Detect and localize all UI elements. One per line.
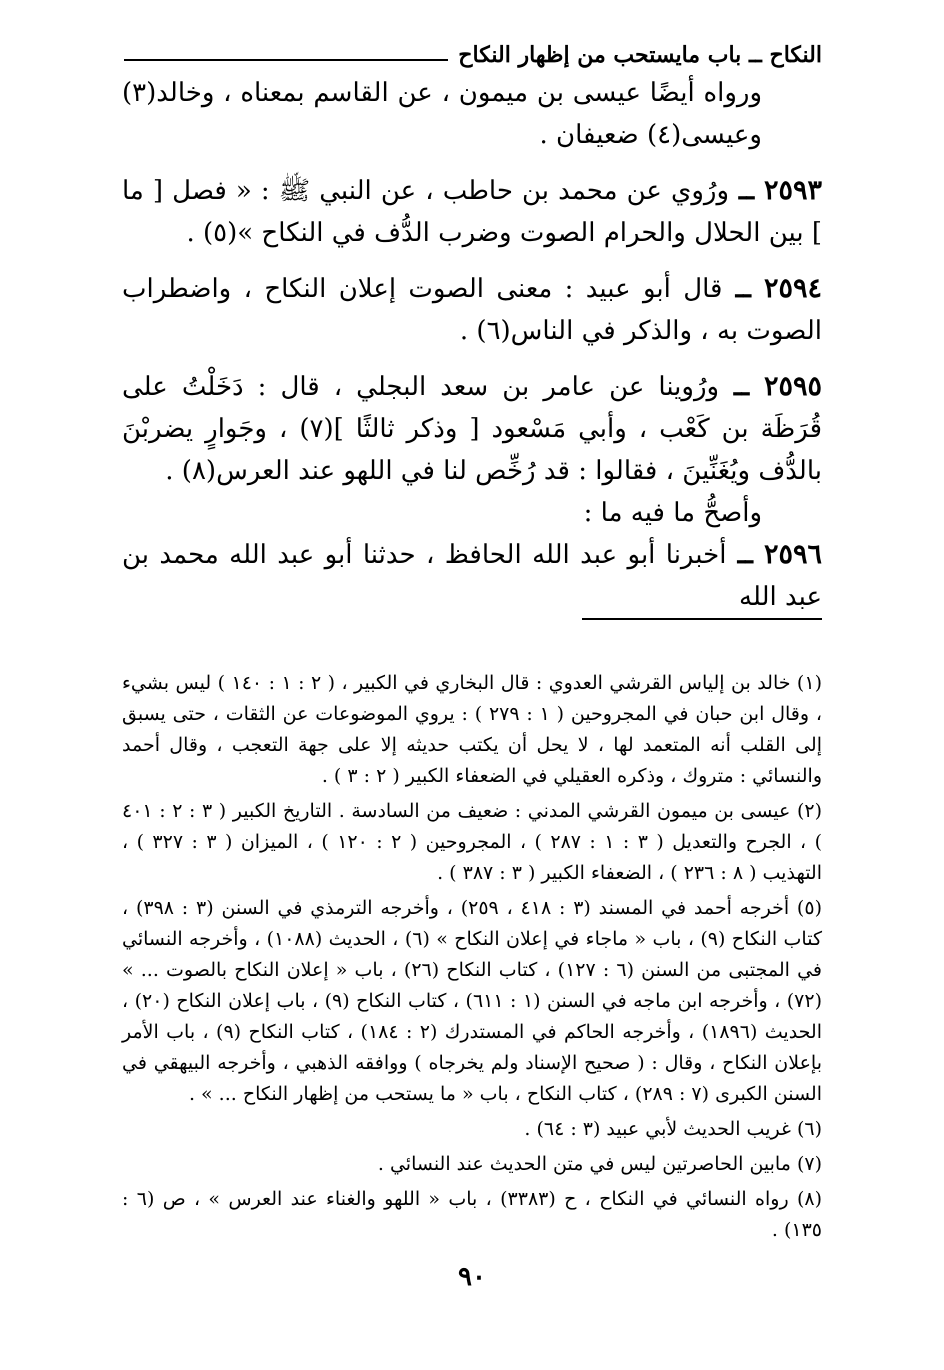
hadith-2594: ٢٥٩٤ ــ قال أبو عبيد : معنى الصوت إعلان النكاح ، واضطراب الصوت به ، والذكر في الناس(٦) . [122,273,822,346]
footnote-2: (٢) عيسى بن ميمون القرشي المدني : ضعيف من السادسة . التاريخ الكبير ( ٣ : ٢ : ٤٠١ ) ، الجرح والتعديل ( ٣ : ١ : ٢٨٧ ) ، المجروحين ( ٢ : ١٢٠ ) ، الميزان ( ٣ : ٣٢٧ ) ، التهذيب ( ٨ : ٢٣٦ ) ، الضعفاء الكبير ( ٣ : ٣٨٧ ) . [122,800,823,884]
header-title: النكاح ــ باب مايستحب من إظهار النكاح [458,42,822,68]
hadith-2595: ٢٥٩٥ ــ ورُوينا عن عامر بن سعد البجلي ، قال : دَخَلْتُ على قُرَظَة بن كَعْب ، وأبي مَسْعود [ وذكر ثالثًا ](٧) ، وجَوارٍ يضربْنَ بالدُّف ويُغَنِّينَ ، فقالوا : قد رُخِّص لنا في اللهو عند العرس(٨) . [122,371,823,486]
hadith-number: ٢٥٩٥ [763,371,822,402]
hadith-text: قال أبو عبيد : معنى الصوت إعلان النكاح ، واضطراب الصوت به ، والذكر في الناس(٦) . [122,274,822,346]
footnote-8: (٨) رواه النسائي في النكاح ، ح (٣٣٨٣) ، باب « اللهو والغناء عند العرس » ، ص (٦ : ١٣٥) . [122,1188,822,1241]
footnote-separator [582,618,822,620]
footnote-1: (١) خالد بن إلياس القرشي العدوي : قال البخاري في الكبير ، ( ٢ : ١ : ١٤٠ ) ليس بشيء ، وقال ابن حبان في المجروحين ( ١ : ٢٧٩ ) : يروي الموضوعات عن الثقات ، حتى يسبق إلى القلب أنه المتعمد لها ، لا يحل أن يكتب حديثه إلا على جهة التعجب ، وقال أحمد والنسائي : متروك ، وذكره العقيلي في الضعفاء الكبير ( ٢ : ٣ ) . [122,672,822,787]
running-header [124,38,822,72]
hadith-number: ٢٥٩٦ [763,539,822,570]
hadith-number: ٢٥٩٤ [763,273,822,304]
hadith-text: أخبرنا أبو عبد الله الحافظ ، حدثنا أبو عبد الله محمد بن عبد الله [122,540,822,612]
footnote-7: (٧) مابين الحاصرتين ليس في متن الحديث عند النسائي . [377,1153,822,1175]
main-text [122,72,822,618]
hadith-text: ورُوينا عن عامر بن سعد البجلي ، قال : دَخَلْتُ على قُرَظَة بن كَعْب ، وأبي مَسْعود [ وذكر ثالثًا ](٧) ، وجَوارٍ يضربْنَ بالدُّف ويُغَنِّينَ ، فقالوا : قد رُخِّص لنا في اللهو عند العرس(٨) . [122,372,823,486]
page-number: ٩٠ [458,1262,486,1292]
hadith-2596: ٢٥٩٦ ــ أخبرنا أبو عبد الله الحافظ ، حدثنا أبو عبد الله محمد بن عبد الله [122,539,822,612]
footnotes [122,668,822,1250]
hadith-text: ورُوي عن محمد بن حاطب ، عن النبي ﷺ : « فصل [ ما ] بين الحلال والحرام الصوت وضرب الدُّف في النكاح »(٥) . [122,176,822,248]
footnote-6: (٦) غريب الحديث لأبي عبيد (٣ : ٦٤) . [524,1118,822,1140]
footnote-5: (٥) أخرجه أحمد في المسند (٣ : ٤١٨ ، ٢٥٩) ، وأخرجه الترمذي في السنن (٣ : ٣٩٨) ، كتاب النكاح (٩) ، باب « ماجاء في إعلان النكاح » (٦) ، الحديث (١٠٨٨) ، وأخرجه النسائي في المجتبى من السنن (٦ : ١٢٧) ، كتاب النكاح (٢٦) ، باب « إعلان النكاح بالصوت ... » (٧٢) ، وأخرجه ابن ماجه في السنن (١ : ٦١١) ، كتاب النكاح (٩) ، باب إعلان النكاح (٢٠) ، الحديث (١٨٩٦) ، وأخرجه الحاكم في المستدرك (٢ : ١٨٤) ، كتاب النكاح (٩) ، باب الأمر بإعلان النكاح ، وقال : ( صحيح الإسناد ولم يخرجاه ) ووافقه الذهبي ، وأخرجه البيهقي في السنن الكبرى (٧ : ٢٨٩) ، كتاب النكاح ، باب « ما يستحب من إظهار النكاح ... » . [122,897,823,1105]
paragraph-continuation: ورواه أيضًا عيسى بن ميمون ، عن القاسم بمعناه ، وخالد(٣) وعيسى(٤) ضعيفان . [122,78,762,150]
hadith-2593: ٢٥٩٣ ــ ورُوي عن محمد بن حاطب ، عن النبي ﷺ : « فصل [ ما ] بين الحلال والحرام الصوت وضرب الدُّف في النكاح »(٥) . [122,175,822,248]
header-rule [124,59,448,61]
hadith-number: ٢٥٩٣ [763,175,822,206]
transition-line: وأصحُّ ما فيه ما : [583,498,762,528]
